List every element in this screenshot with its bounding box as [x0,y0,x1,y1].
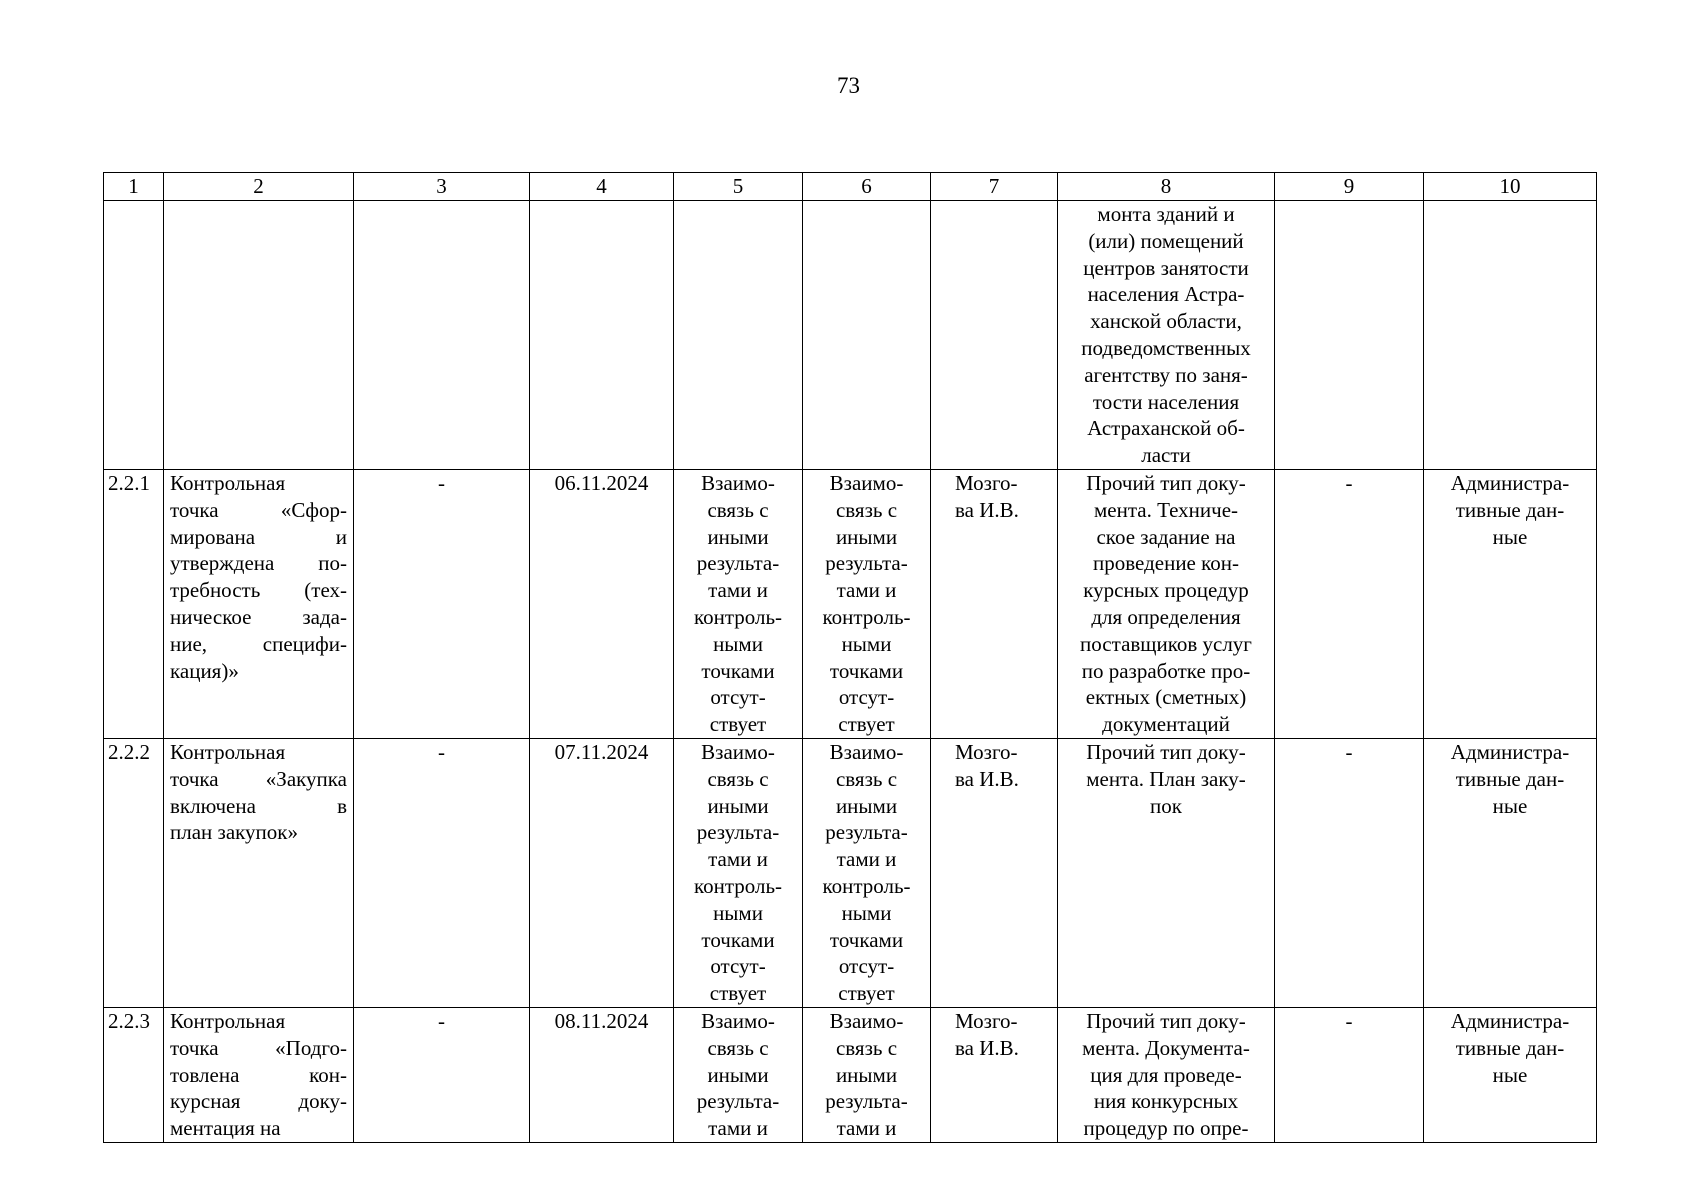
data-source-cell [1424,201,1597,470]
table-row [104,201,1597,470]
cell-line: точками [701,927,775,952]
relation-cell [674,470,803,739]
cell-line: ные [1492,524,1528,549]
relation-cell [803,470,931,739]
cell-line: иными [835,524,898,549]
cell-line: включена в [170,793,347,818]
item-number-cell: 2.2.1 [104,470,164,739]
cell-line: отсут- [710,954,766,979]
responsible-cell [931,1008,1058,1143]
cell-line: контроль- [693,604,783,629]
cell-line: ханской области, [1090,309,1242,334]
data-source-cell [1424,470,1597,739]
cell-line: курсных процедур [1083,578,1249,603]
cell-line: Прочий тип доку- [1086,1009,1246,1033]
cell-line: кация)» [170,658,239,683]
cell-line: (или) помещений [1088,228,1244,253]
cell-line: мента. Документа- [1082,1035,1250,1060]
cell-line: документаций [1102,712,1230,737]
cell-line: пок [1150,793,1182,818]
relation-cell [674,739,803,1008]
column-9-cell: - [1275,1008,1424,1143]
column-header: 8 [1058,173,1275,201]
column-header: 10 [1424,173,1597,201]
date-cell: 08.11.2024 [530,1008,674,1143]
cell-line: Контрольная [170,740,286,764]
cell-line: тивные дан- [1455,497,1565,522]
cell-line: тивные дан- [1455,1035,1565,1060]
control-point-name-cell [164,739,354,1008]
column-header: 7 [931,173,1058,201]
cell-line: точками [829,927,904,952]
cell-line: ласти [1141,443,1191,468]
responsible-cell [931,470,1058,739]
cell-line: ское задание на [1096,524,1236,549]
page-number: 73 [837,73,860,98]
control-point-name-cell [164,470,354,739]
relation-cell [803,739,931,1008]
cell-line: ция для проведе- [1090,1062,1242,1087]
cell-line: отсут- [838,954,895,979]
column-header: 5 [674,173,803,201]
date-cell [530,201,674,470]
data-source-cell [1424,1008,1597,1143]
relation-cell [674,201,803,470]
cell-line: точками [829,658,904,683]
cell-line: ние, специфи- [170,631,347,656]
cell-line: Контрольная [170,1009,286,1033]
cell-line: тости населения [1092,389,1240,414]
cell-line: тами и [836,578,897,603]
cell-line: ными [713,631,763,656]
column-header: 3 [354,173,530,201]
cell-line: тами и [836,847,897,872]
cell-line: Взаимо- [701,1009,775,1033]
cell-line: Администра- [1450,740,1570,764]
document-type-cell [1058,1008,1275,1143]
cell-line: Мозго- [955,1009,1018,1033]
cell-line: утверждена по- [170,551,347,576]
cell-line: ными [841,900,892,925]
column-3-cell: - [354,739,530,1008]
cell-line: связь с [835,497,898,522]
cell-line: результа- [696,551,780,576]
cell-line: иными [707,793,769,818]
item-number-cell: 2.2.3 [104,1008,164,1143]
cell-line: Контрольная [170,471,286,495]
cell-line: точками [701,658,775,683]
cell-line: Взаимо- [701,471,775,495]
cell-line: Администра- [1450,471,1570,495]
cell-line: точка «Сфор- [170,497,347,522]
table-row [104,739,1597,1008]
relation-cell [674,1008,803,1143]
cell-line: ствует [838,712,895,737]
cell-line: связь с [707,497,769,522]
cell-line: для определения [1091,604,1241,629]
cell-line: связь с [707,1035,769,1060]
cell-line: Астраханской об- [1087,416,1245,441]
cell-line: отсут- [838,685,895,710]
cell-line: ментация на [170,1116,281,1141]
item-number-cell: 2.2.2 [104,739,164,1008]
table-row [104,1008,1597,1143]
cell-line: центров занятости [1083,255,1249,280]
responsible-cell [931,739,1058,1008]
cell-line: Мозго- [955,471,1018,495]
relation-cell [803,201,931,470]
cell-line: курсная доку- [170,1089,347,1114]
column-header: 1 [104,173,164,201]
cell-line: ными [713,900,763,925]
header-row [104,173,1597,201]
cell-line: иными [707,524,769,549]
cell-line: тами и [708,1116,768,1141]
plan-table [103,172,1597,1143]
cell-line: проведение кон- [1093,551,1239,576]
cell-line: Прочий тип доку- [1086,471,1246,495]
cell-line: связь с [707,766,769,791]
cell-line: монта зданий и [1097,202,1235,226]
cell-line: контроль- [693,873,783,898]
cell-line: ствует [709,712,767,737]
cell-line: связь с [835,1035,898,1060]
cell-line: контроль- [822,604,911,629]
cell-line: точка «Закупка [170,766,347,791]
cell-line: ва И.В. [955,1035,1019,1060]
cell-line: требность (тех- [170,578,347,603]
cell-line: иными [707,1062,769,1087]
cell-line: отсут- [710,685,766,710]
cell-line: результа- [825,1089,908,1114]
column-header: 6 [803,173,931,201]
relation-cell [803,1008,931,1143]
column-9-cell: - [1275,739,1424,1008]
cell-line: план закупок» [170,820,298,845]
column-9-cell: - [1275,470,1424,739]
cell-line: поставщиков услуг [1080,631,1252,656]
cell-line: Мозго- [955,740,1018,764]
cell-line: ствует [838,981,895,1006]
cell-line: Взаимо- [829,740,904,764]
cell-line: ническое зада- [170,604,347,629]
column-9-cell [1275,201,1424,470]
cell-line: Взаимо- [829,1009,904,1033]
table-row [104,470,1597,739]
document-type-cell [1058,201,1275,470]
cell-line: результа- [825,820,908,845]
date-cell: 06.11.2024 [530,470,674,739]
document-type-cell [1058,470,1275,739]
cell-line: ва И.В. [955,766,1019,791]
column-3-cell [354,201,530,470]
document-type-cell [1058,739,1275,1008]
cell-line: ствует [709,981,767,1006]
cell-line: подведомственных [1081,335,1251,360]
cell-line: контроль- [822,873,911,898]
control-point-name-cell [164,1008,354,1143]
cell-line: ные [1492,1062,1528,1087]
control-point-name-cell [164,201,354,470]
column-3-cell: - [354,470,530,739]
cell-line: точка «Подго- [170,1035,347,1060]
cell-line: товлена кон- [170,1062,347,1087]
cell-line: ными [841,631,892,656]
data-source-cell [1424,739,1597,1008]
column-header: 9 [1275,173,1424,201]
cell-line: Администра- [1450,1009,1570,1033]
item-number-cell [104,201,164,470]
cell-line: связь с [835,766,898,791]
column-3-cell: - [354,1008,530,1143]
cell-line: результа- [825,551,908,576]
cell-line: иными [835,793,898,818]
column-header: 2 [164,173,354,201]
cell-line: результа- [696,1089,780,1114]
cell-line: населения Астра- [1087,282,1245,307]
cell-line: тивные дан- [1455,766,1565,791]
cell-line: тами и [708,847,768,872]
column-header: 4 [530,173,674,201]
responsible-cell [931,201,1058,470]
cell-line: результа- [696,820,780,845]
cell-line: процедур по опре- [1083,1116,1249,1141]
cell-line: тами и [708,578,768,603]
cell-line: мента. Техниче- [1093,497,1239,522]
cell-line: ные [1492,793,1528,818]
cell-line: ектных (сметных) [1085,685,1247,710]
cell-line: ния конкурсных [1093,1089,1239,1114]
cell-line: агентству по заня- [1084,362,1248,387]
cell-line: Взаимо- [701,740,775,764]
cell-line: иными [835,1062,898,1087]
cell-line: мирована и [170,524,347,549]
cell-line: Прочий тип доку- [1086,740,1246,764]
cell-line: Взаимо- [829,471,904,495]
cell-line: тами и [836,1116,897,1141]
cell-line: ва И.В. [955,497,1019,522]
cell-line: по разработке про- [1081,658,1251,683]
date-cell: 07.11.2024 [530,739,674,1008]
cell-line: мента. План заку- [1086,766,1246,791]
